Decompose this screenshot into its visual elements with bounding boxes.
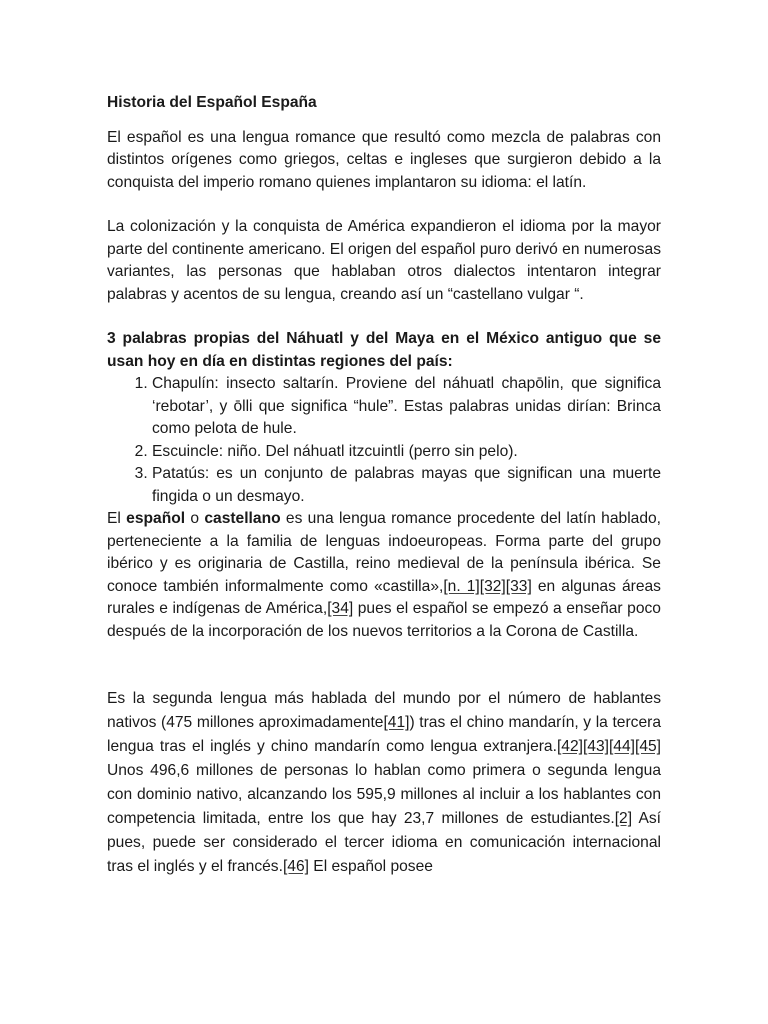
reference-link[interactable]: [42]	[556, 738, 583, 755]
reference-link[interactable]: [n. 1]	[443, 577, 480, 595]
document-title: Historia del Español España	[107, 94, 317, 111]
text-run: pues el español se empezó a enseñar poco después de la incorporación de los nuevos territorios a la Corona de Castilla.	[107, 600, 661, 640]
reference-link[interactable]: [45]	[634, 738, 661, 755]
list-item: 3. Patatús: es un conjunto de palabras mayas que significan una muerte fingida o un desmayo.	[152, 463, 661, 508]
section-heading-words: 3 palabras propias del Náhuatl y del Maya en el México antiguo que se usan hoy en día en distintas regiones del país:	[107, 330, 661, 370]
reference-link[interactable]: [34]	[327, 600, 354, 617]
reference-link[interactable]: [41]	[383, 714, 410, 731]
text-run: El español posee	[308, 858, 433, 875]
paragraph-origin: El español es una lengua romance que resultó como mezcla de palabras con distintos orígenes como griegos, celtas e ingleses que surgieron debido a la conquista del imperio romano quienes implantaron su idioma: el latín.	[107, 128, 661, 191]
reference-link[interactable]: [44]	[608, 738, 635, 755]
paragraph-speakers	[107, 687, 661, 879]
bold-term-espanol: español	[126, 510, 186, 527]
paragraph-castellano	[107, 508, 661, 643]
bold-term-castellano: castellano	[204, 510, 281, 527]
reference-link[interactable]: [2]	[614, 810, 633, 827]
document-page	[107, 92, 661, 879]
text-run: El	[107, 510, 127, 527]
text-run: Unos 496,6 millones de personas lo hablan como primera o segunda lengua con dominio nativo, alcanzando los 595,9 millones al incluir a los hablantes con competencia limitada, entre los que hay 23,7 millones de estudiantes.	[107, 762, 661, 827]
word-list	[107, 373, 661, 508]
reference-link[interactable]: [46]	[282, 858, 309, 875]
list-item: 2. Escuincle: niño. Del náhuatl itzcuintli (perro sin pelo).	[152, 441, 661, 464]
text-run: ) tras el chino mandarín, y la tercera lengua tras el inglés y chino mandarín como lengua extranjera.	[107, 714, 661, 755]
reference-link[interactable]: [33]	[505, 577, 532, 595]
text-run: Así pues, puede ser considerado el tercer idioma en comunicación internacional tras el inglés y el francés.	[107, 810, 661, 875]
list-item: 1. Chapulín: insecto saltarín. Proviene del náhuatl chapōlin, que significa ‘rebotar’, y ōlli que significa “hule”. Estas palabras unidas dirían: Brinca como pelota de hule.	[152, 373, 661, 441]
text-run: en algunas áreas rurales e indígenas de América,	[107, 577, 661, 617]
reference-link[interactable]: [32]	[479, 577, 506, 595]
text-run: es una lengua romance procedente del latín hablado, perteneciente a la familia de lenguas indoeuropeas. Forma parte del grupo ibérico y es originaria de Castilla, reino medieval de la península ibérica. Se conoce también informalmente como «castilla»,	[107, 510, 662, 595]
paragraph-colonization: La colonización y la conquista de América expandieron el idioma por la mayor parte del continente americano. El origen del español puro derivó en numerosas variantes, las personas que hablaban otros dialectos intentaron integrar palabras y acentos de su lengua, creando así un “castellano vulgar “.	[107, 218, 661, 303]
text-run: Es la segunda lengua más hablada del mundo por el número de hablantes nativos (475 millones aproximadamente	[107, 690, 661, 731]
reference-link[interactable]: [43]	[582, 738, 609, 755]
text-run: o	[185, 510, 205, 527]
